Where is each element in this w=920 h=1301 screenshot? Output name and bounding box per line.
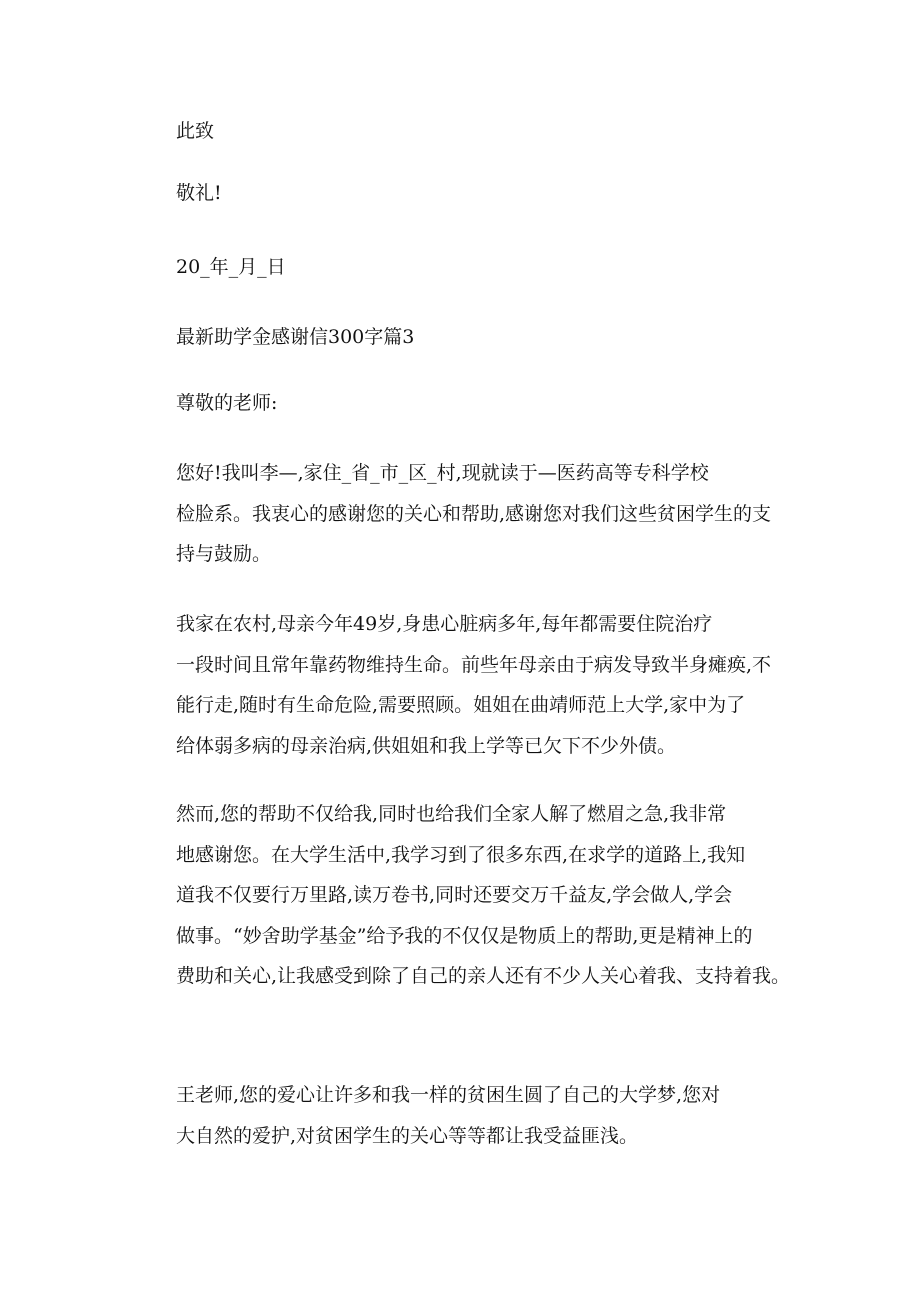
- paragraph-1-row: 检脸系。我衷心的感谢您的关心和帮助,感谢您对我们这些贫困学生的支: [176, 502, 772, 525]
- paragraph-3-row: 道我不仅要行万里路,读万卷书,同时还要交万千益友,学会做人,学会: [176, 884, 733, 906]
- paragraph-2-row: 我家在农村,母亲今年49岁,身患心脏病多年,每年都需要住院治疗: [176, 613, 713, 635]
- paragraph-3: [176, 794, 800, 997]
- paragraph-1-row: 持与鼓励。: [176, 543, 272, 565]
- closing-line-2: 敬礼!: [176, 182, 222, 204]
- paragraph-2-row: 一段时间且常年靠药物维持生命。前些年母亲由于病发导致半身瘫痪,不: [176, 653, 772, 676]
- paragraph-3-row: 然而,您的帮助不仅给我,同时也给我们全家人解了燃眉之急,我非常: [176, 803, 727, 825]
- section-title: 最新助学金感谢信300字篇3: [176, 326, 415, 348]
- paragraph-2: [176, 604, 800, 766]
- paragraph-4-row: 王老师,您的爱心让许多和我一样的贫困生圆了自己的大学梦,您对: [176, 1084, 721, 1106]
- paragraph-4-row: 大自然的爱护,对贫困学生的关心等等都让我受益匪浅。: [176, 1124, 639, 1147]
- paragraph-3-row: 地感谢您。在大学生活中,我学习到了很多东西,在求学的道路上,我知: [176, 843, 746, 866]
- paragraph-1: [176, 453, 800, 575]
- closing-line-1: 此致: [176, 120, 215, 142]
- closing-date: 20_年_月_日: [176, 256, 286, 278]
- salutation: 尊敬的老师:: [176, 392, 278, 414]
- paragraph-2-row: 能行走,随时有生命危险,需要照顾。姐姐在曲靖师范上大学,家中为了: [176, 694, 746, 716]
- paragraph-2-row: 给体弱多病的母亲治病,供姐姐和我上学等已欠下不少外债。: [176, 734, 677, 757]
- paragraph-4: [176, 1075, 800, 1156]
- paragraph-3-row: 费助和关心,让我感受到除了自己的亲人还有不少人关心着我、支持着我。: [176, 965, 791, 987]
- paragraph-3-row: 做事。“妙舍助学基金”给予我的不仅仅是物质上的帮助,更是精神上的: [176, 924, 753, 947]
- paragraph-1-row: 您好!我叫李—,家住_省_市_区_村,现就读于—医药高等专科学校: [176, 462, 709, 484]
